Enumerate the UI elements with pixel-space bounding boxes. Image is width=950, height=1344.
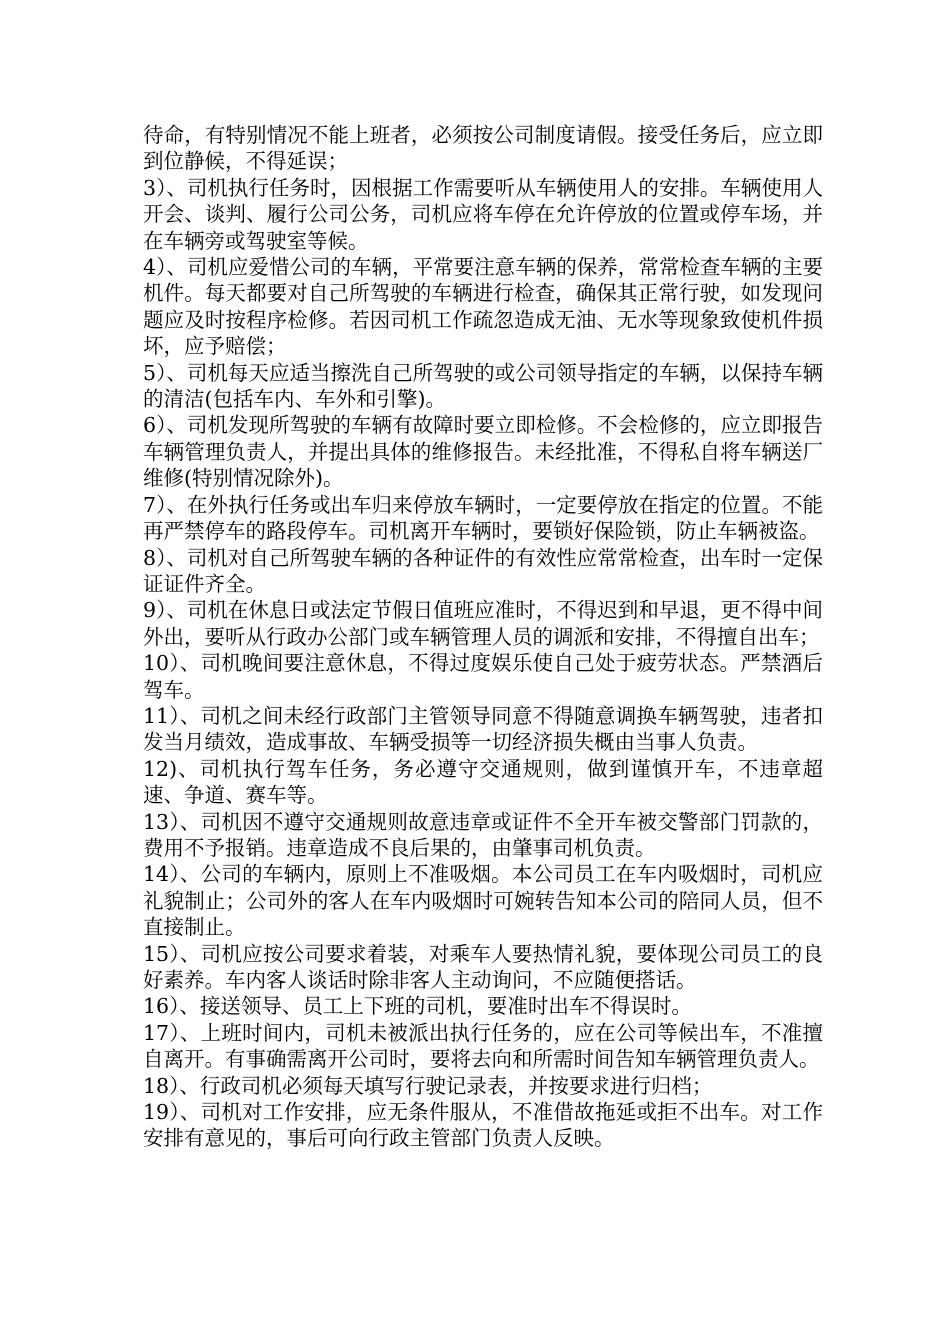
paragraph-rule-15: 15）、司机应按公司要求着装，对乘车人要热情礼貌，要体现公司员工的良好素养。车内客人谈话时除非客人主动询问，不应随便搭话。	[143, 941, 823, 992]
paragraph-rule-7: 7）、在外执行任务或出车归来停放车辆时，一定要停放在指定的位置。不能再严禁停车的路段停车。司机离开车辆时，要锁好保险锁，防止车辆被盗。	[143, 492, 823, 544]
paragraph-rule-12: 12)、司机执行驾车任务，务必遵守交通规则，做到谨慎开车，不违章超速、争道、赛车等。	[143, 756, 823, 808]
paragraph-rule-17: 17）、上班时间内，司机未被派出执行任务的，应在公司等候出车，不准擅自离开。有事确需离开公司时，要将去向和所需时间告知车辆管理负责人。	[143, 1020, 823, 1072]
paragraph-rule-14: 14）、公司的车辆内，原则上不准吸烟。本公司员工在车内吸烟时，司机应礼貌制止；公司外的客人在车内吸烟时可婉转告知本公司的陪同人员，但不直接制止。	[143, 862, 823, 940]
paragraph-rule-4: 4）、司机应爱惜公司的车辆，平常要注意车辆的保养，常常检查车辆的主要机件。每天都要对自己所驾驶的车辆进行检查，确保其正常行驶，如发现问题应及时按程序检修。若因司机工作疏忽造成无油、无水等现象致使机件损坏，应予赔偿；	[143, 255, 823, 359]
paragraph-rule-13: 13）、司机因不遵守交通规则故意违章或证件不全开车被交警部门罚款的，费用不予报销。违章造成不良后果的，由肇事司机负责。	[143, 809, 823, 860]
paragraph-rule-16: 16）、接送领导、员工上下班的司机，要准时出车不得误时。	[143, 994, 692, 1019]
paragraph-rule-11: 11）、司机之间未经行政部门主管领导同意不得随意调换车辆驾驶，违者扣发当月绩效，造成事故、车辆受损等一切经济损失概由当事人负责。	[143, 703, 823, 755]
document-body	[143, 122, 823, 1152]
paragraph-rule-3: 3）、司机执行任务时，因根据工作需要听从车辆使用人的安排。车辆使用人开会、谈判、履行公司公务，司机应将车停在允许停放的位置或停车场，并在车辆旁或驾驶室等候。	[143, 175, 823, 253]
paragraph-rule-5: 5）、司机每天应适当擦洗自己所驾驶的或公司领导指定的车辆，以保持车辆的清洁(包括车内、车外和引擎)。	[143, 360, 823, 412]
paragraph-rule-10: 10）、司机晚间要注意休息，不得过度娱乐使自己处于疲劳状态。严禁酒后驾车。	[143, 651, 823, 702]
paragraph-continued: 待命，有特别情况不能上班者，必须按公司制度请假。接受任务后，应立即到位静候，不得延误；	[143, 123, 823, 174]
paragraph-rule-9: 9）、司机在休息日或法定节假日值班应准时，不得迟到和早退，更不得中间外出，要听从行政办公部门或车辆管理人员的调派和安排，不得擅自出车；	[143, 598, 823, 649]
paragraph-rule-19: 19）、司机对工作安排，应无条件服从，不准借故拖延或拒不出车。对工作安排有意见的，事后可向行政主管部门负责人反映。	[143, 1100, 823, 1151]
paragraph-rule-18: 18）、行政司机必须每天填写行驶记录表，并按要求进行归档；	[143, 1073, 713, 1098]
paragraph-rule-6: 6）、司机发现所驾驶的车辆有故障时要立即检修。不会检修的，应立即报告车辆管理负责人，并提出具体的维修报告。未经批准，不得私自将车辆送厂维修(特别情况除外)。	[143, 413, 823, 491]
paragraph-rule-8: 8）、司机对自己所驾驶车辆的各种证件的有效性应常常检查，出车时一定保证证件齐全。	[143, 545, 823, 596]
